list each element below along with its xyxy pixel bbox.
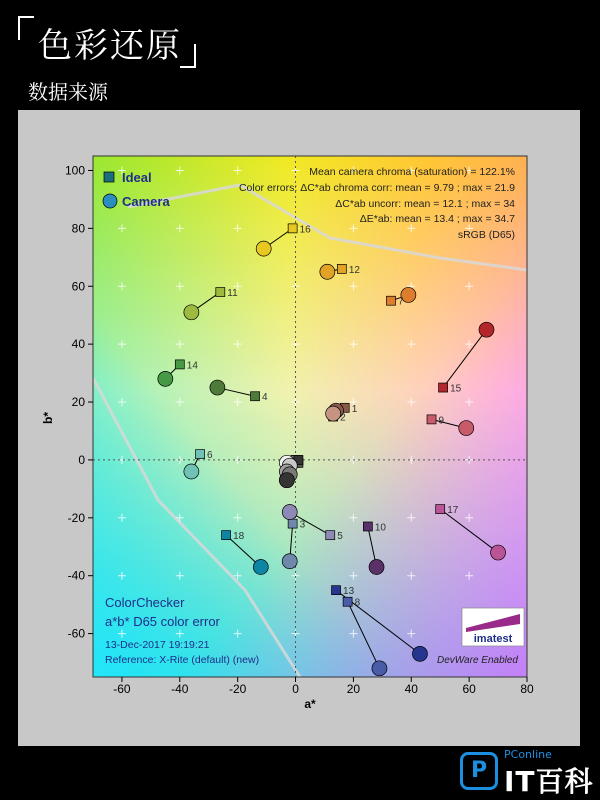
- patch-ideal-marker-6: [196, 450, 205, 459]
- page-subtitle: 数据来源: [28, 80, 108, 104]
- patch-label-16: 16: [299, 224, 311, 236]
- annotation-top-5: sRGB (D65): [457, 229, 515, 241]
- patch-label-7: 7: [398, 296, 404, 308]
- patch-label-8: 8: [354, 597, 361, 609]
- patch-ideal-marker-5: [326, 531, 335, 540]
- legend-ideal-marker: [104, 172, 114, 182]
- patch-label-11: 11: [227, 288, 238, 300]
- logo-mark-icon: P: [460, 752, 498, 790]
- patch-ideal-marker-3: [288, 519, 297, 528]
- patch-camera-marker-5: [282, 505, 297, 520]
- watermark-text: DevWare Enabled: [437, 655, 518, 666]
- x-tick-label: -40: [171, 682, 189, 696]
- x-tick-label: -20: [228, 682, 247, 696]
- patch-camera-marker-15: [479, 322, 494, 337]
- patch-camera-marker-3: [282, 554, 297, 569]
- patch-ideal-marker-7: [387, 296, 396, 305]
- site-logo: [460, 748, 600, 798]
- patch-label-17: 17: [447, 505, 459, 517]
- patch-label-1: 1: [351, 403, 358, 415]
- patch-camera-marker-2: [326, 406, 341, 421]
- page-title: 色彩还原: [38, 26, 182, 66]
- legend-camera-label: Camera: [122, 194, 170, 209]
- patch-camera-marker-24: [279, 473, 294, 488]
- patch-camera-marker-14: [158, 371, 173, 386]
- y-tick-label: 100: [64, 163, 85, 178]
- patch-ideal-marker-14: [175, 360, 184, 369]
- patch-label-10: 10: [374, 522, 386, 534]
- patch-camera-marker-12: [320, 264, 335, 279]
- patch-camera-marker-4: [210, 380, 225, 395]
- patch-ideal-marker-17: [436, 505, 445, 514]
- patch-camera-marker-16: [256, 241, 271, 256]
- y-tick-label: 0: [78, 452, 85, 467]
- patch-label-2: 2: [340, 412, 346, 424]
- patch-label-6: 6: [207, 450, 213, 462]
- patch-camera-marker-10: [369, 560, 384, 575]
- patch-camera-marker-6: [184, 464, 199, 479]
- annotation-reference: Reference: X-Rite (default) (new): [105, 654, 260, 666]
- annotation-chart-name: ColorChecker: [105, 595, 185, 610]
- patch-camera-marker-13: [412, 646, 427, 661]
- patch-ideal-marker-10: [363, 522, 372, 531]
- annotation-top-4: ΔE*ab: mean = 13.4 ; max = 34.7: [359, 213, 515, 225]
- annotation-top-2: Color errors: ΔC*ab chroma corr: mean = 9.79 ; max = 21.9: [238, 182, 515, 194]
- y-axis-label: b*: [41, 412, 55, 424]
- x-tick-label: -60: [113, 682, 131, 696]
- legend-ideal-label: Ideal: [122, 170, 152, 185]
- patch-camera-marker-8: [372, 661, 387, 676]
- patch-label-13: 13: [343, 586, 355, 598]
- patch-ideal-marker-16: [288, 224, 297, 233]
- x-tick-label: 60: [462, 682, 476, 696]
- patch-label-3: 3: [299, 519, 306, 531]
- y-tick-label: 40: [71, 337, 85, 352]
- patch-ideal-marker-8: [343, 597, 352, 606]
- logo-name: IT百科: [504, 765, 594, 798]
- x-tick-label: 20: [346, 682, 361, 696]
- y-tick-label: -60: [67, 626, 85, 641]
- y-tick-label: 20: [71, 395, 85, 410]
- patch-camera-marker-9: [459, 421, 474, 436]
- annotation-chart-subtitle: a*b* D65 color error: [105, 614, 220, 629]
- patch-ideal-marker-11: [216, 288, 225, 297]
- logo-brand: PConline: [504, 748, 552, 761]
- patch-camera-marker-17: [491, 545, 506, 560]
- x-axis-label: a*: [304, 697, 316, 711]
- patch-label-12: 12: [348, 264, 360, 276]
- y-tick-label: -40: [67, 568, 85, 583]
- y-tick-label: 80: [71, 221, 85, 236]
- legend-camera-marker: [103, 194, 117, 208]
- y-tick-label: -20: [67, 510, 85, 525]
- patch-label-5: 5: [337, 531, 343, 543]
- x-tick-label: 80: [520, 682, 534, 696]
- annotation-date: 13-Dec-2017 19:19:21: [105, 639, 210, 651]
- patch-camera-marker-18: [253, 560, 268, 575]
- annotation-top-1: Mean camera chroma (saturation) = 122.1%: [309, 166, 515, 178]
- patch-label-14: 14: [186, 360, 198, 372]
- patch-ideal-marker-9: [427, 415, 436, 424]
- patch-ideal-marker-12: [337, 264, 346, 273]
- annotation-top-3: ΔC*ab uncorr: mean = 12.1 ; max = 34: [335, 198, 515, 210]
- patch-ideal-marker-4: [251, 392, 260, 401]
- patch-label-9: 9: [438, 415, 445, 427]
- patch-ideal-marker-15: [439, 383, 448, 392]
- patch-label-15: 15: [450, 383, 462, 395]
- y-tick-label: 60: [71, 279, 85, 294]
- imatest-badge-label: imatest: [473, 633, 513, 645]
- patch-ideal-marker-18: [222, 531, 231, 540]
- x-tick-label: 40: [404, 682, 418, 696]
- x-tick-label: 0: [292, 682, 299, 696]
- patch-label-18: 18: [233, 531, 245, 543]
- patch-label-4: 4: [262, 392, 268, 404]
- patch-ideal-marker-13: [332, 586, 341, 595]
- patch-camera-marker-11: [184, 305, 199, 320]
